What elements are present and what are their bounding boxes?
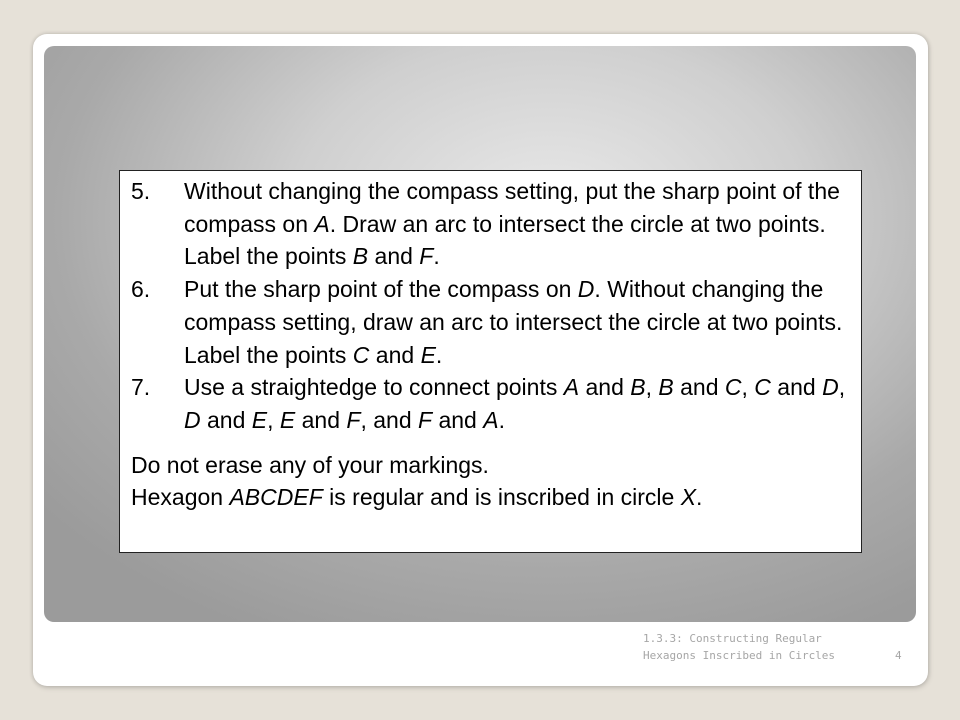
- slide-banner: [44, 46, 916, 622]
- footer-title-line: Hexagons Inscribed in Circles: [643, 649, 836, 662]
- footer-title-line: 1.3.3: Constructing Regular: [643, 632, 822, 645]
- step-number: 6.: [131, 276, 151, 303]
- step-number: 5.: [131, 178, 151, 204]
- step-text: Put the sharp point of the compass on D. Without changing the compass setting, draw an arc to intersect the circle at two points. Label the points C and E.: [184, 276, 843, 368]
- step-number: 7.: [131, 374, 151, 401]
- footer-title: [643, 630, 835, 664]
- spacer: [131, 437, 853, 449]
- step-7: [131, 371, 853, 436]
- step-5: [131, 175, 853, 273]
- instructions-box: [119, 170, 862, 553]
- step-6: [131, 273, 853, 371]
- note-hexagon: Hexagon ABCDEF is regular and is inscribed in circle X.: [131, 484, 703, 511]
- step-text: Use a straightedge to connect points A and B, B and C, C and D, D and E, E and F, and F and A.: [184, 374, 846, 433]
- step-text: Without changing the compass setting, put the sharp point of the compass on A. Draw an arc to intersect the circle at two points. Label the points B and F.: [184, 178, 840, 270]
- note-erase: Do not erase any of your markings.: [131, 451, 489, 478]
- page-number: 4: [895, 649, 902, 662]
- instructions-content: [131, 175, 853, 514]
- slide: [33, 34, 928, 686]
